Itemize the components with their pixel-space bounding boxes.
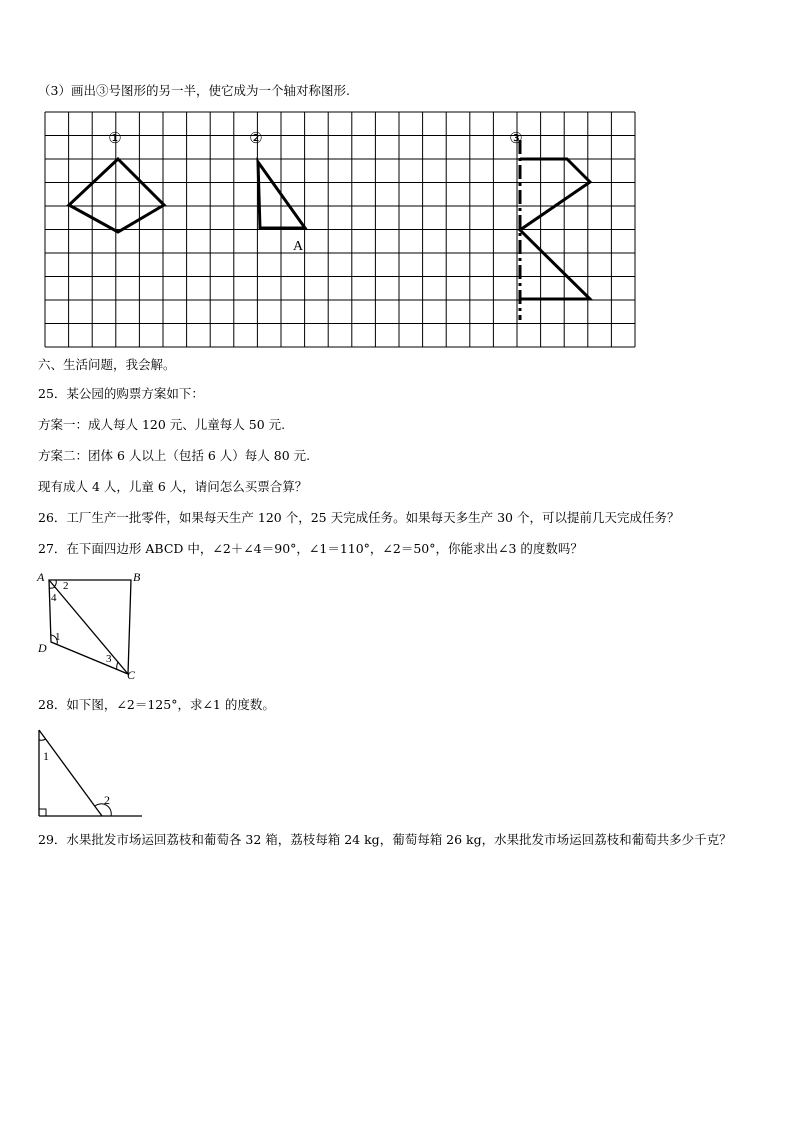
q26-text: 26．工厂生产一批零件，如果每天生产 120 个，25 天完成任务。如果每天多生产 30 个，可以提前几天完成任务？: [38, 510, 680, 525]
shape-1-kite: [69, 159, 164, 232]
section-6-heading: 六、生活问题，我会解。: [38, 357, 176, 372]
shape-1-label: ①: [108, 131, 122, 147]
quadrilateral-abcd-figure: [0, 0, 794, 130]
angle-1-label: 1: [55, 631, 61, 643]
right-triangle-figure: [30, 725, 150, 820]
point-a-label: A: [292, 239, 304, 254]
angle-1-label: 1: [43, 749, 49, 763]
shape-2-label: ②: [249, 131, 263, 147]
q29-text: 29．水果批发市场运回荔枝和葡萄各 32 箱，荔枝每箱 24 kg，葡萄每箱 26 kg，水果批发市场运回荔枝和葡萄共多少千克？: [38, 832, 732, 847]
part3-instruction: （3）画出③号图形的另一半，使它成为一个轴对称图形.: [38, 83, 350, 98]
q27-text: 27．在下面四边形 ABCD 中，∠2＋∠4＝90°，∠1＝110°，∠2＝50°，你能求出∠3 的度数吗？: [38, 541, 583, 556]
q25-question: 现有成人 4 人，儿童 6 人，请问怎么买票合算？: [38, 479, 308, 494]
q25-plan-1: 方案一：成人每人 120 元、儿童每人 50 元.: [38, 417, 286, 432]
q25-stem: 25．某公园的购票方案如下：: [38, 386, 204, 401]
vertex-c: C: [127, 668, 136, 682]
quadrilateral-abcd: [30, 570, 170, 680]
vertex-d: D: [38, 641, 47, 655]
angle-2-label: 2: [104, 793, 110, 807]
angle-3-label: 3: [106, 653, 112, 665]
square-grid: [45, 112, 635, 347]
vertex-a: A: [37, 570, 45, 584]
q28-text: 28．如下图，∠2＝125°，求∠1 的度数。: [38, 697, 275, 712]
angle-2-label: 2: [63, 580, 69, 592]
q25-plan-2: 方案二：团体 6 人以上（包括 6 人）每人 80 元.: [38, 448, 311, 463]
angle-4-label: 4: [51, 592, 57, 604]
shape-3-label: ③: [509, 131, 523, 147]
vertex-b: B: [133, 570, 141, 584]
